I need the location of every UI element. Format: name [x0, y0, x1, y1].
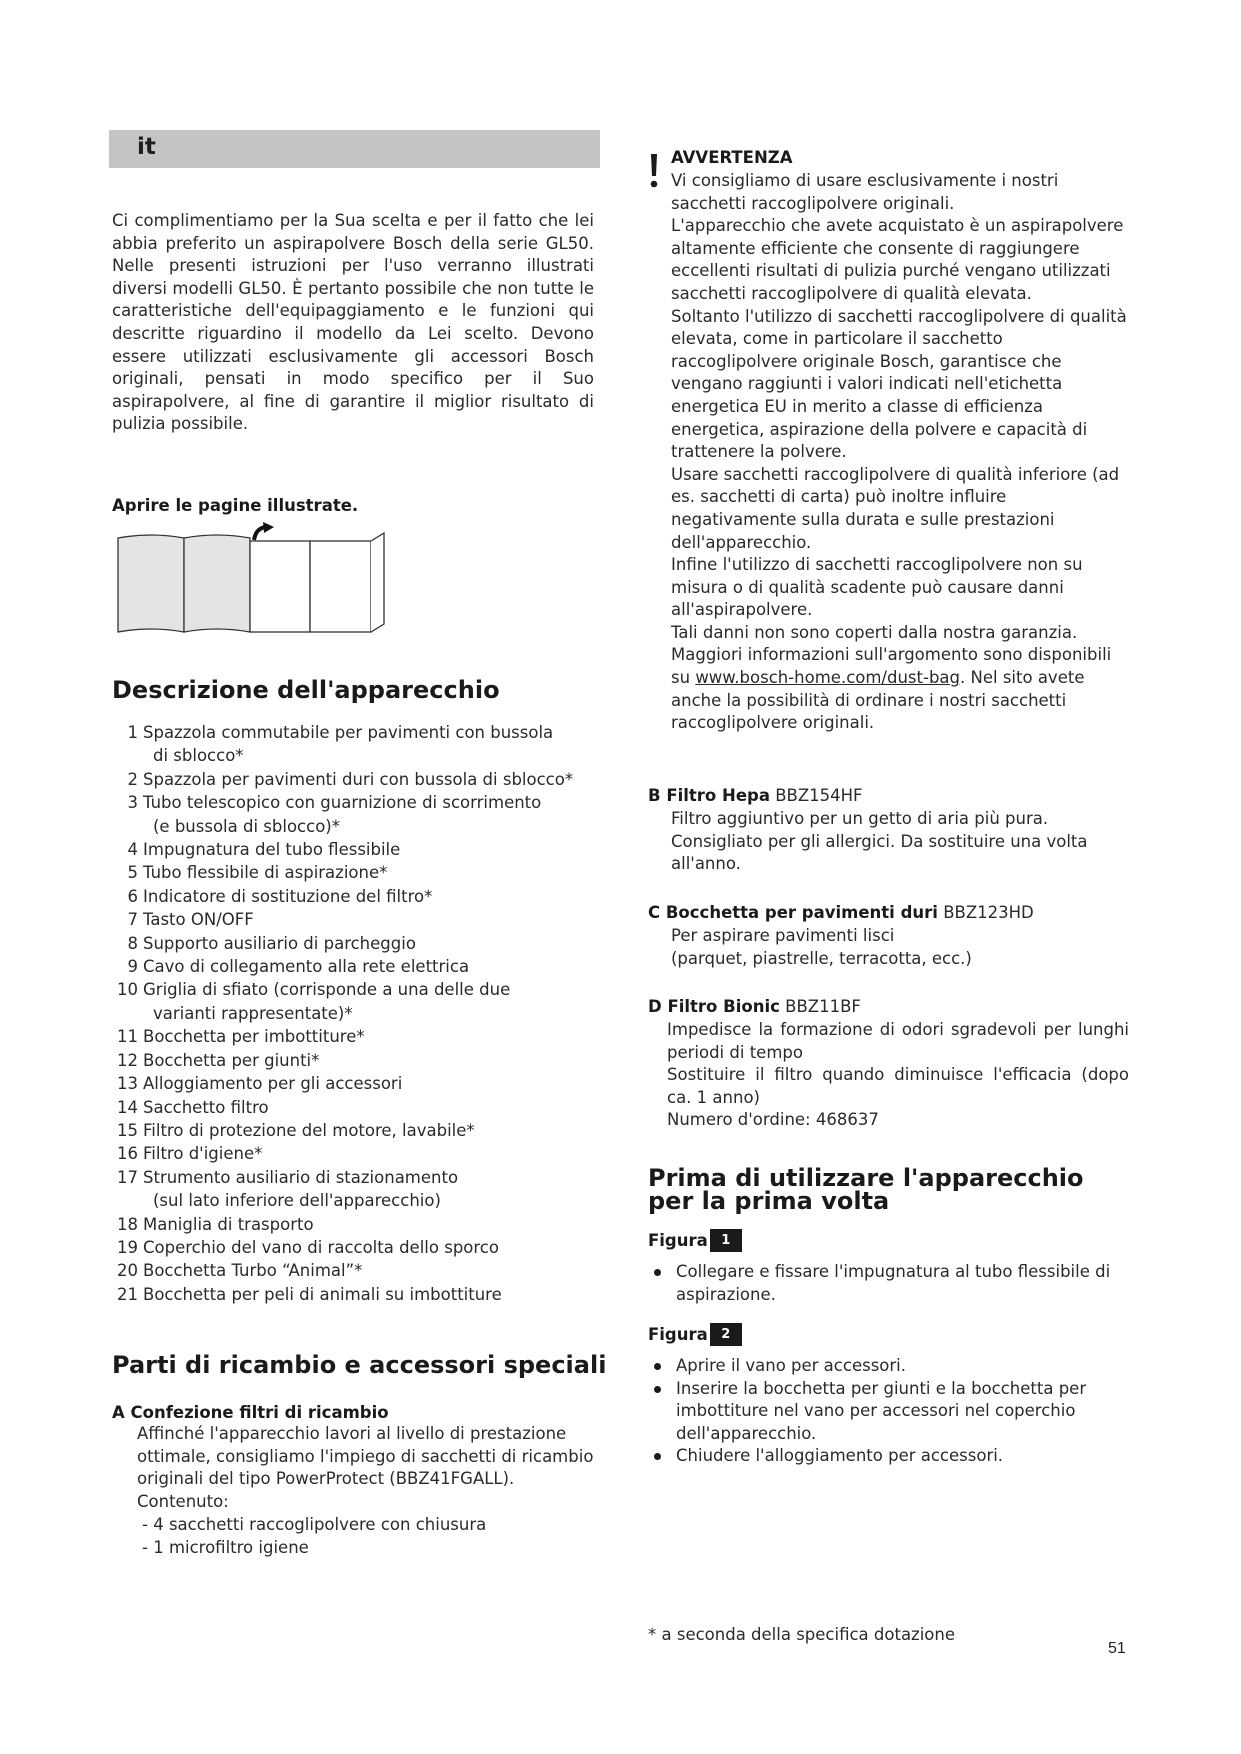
list-item: 7 Tasto ON/OFF — [127, 910, 254, 930]
warning-paragraph: Vi consigliamo di usare esclusivamente i nostri sacchetti raccoglipolvere originali. — [671, 171, 1059, 213]
list-item: 6 Indicatore di sostituzione del filtro* — [127, 886, 433, 906]
section-title-first-use: Prima di utilizzare l'apparecchio per la prima volta — [648, 1164, 1084, 1215]
language-header-bar — [109, 130, 600, 168]
warning-paragraph: Tali danni non sono coperti dalla nostra garanzia. — [671, 622, 1078, 642]
list-item: 11 Bocchetta per imbottiture* — [117, 1027, 365, 1047]
list-item: 20 Bocchetta Turbo “Animal”* — [117, 1261, 363, 1281]
spare-part-d-body: Impedisce la formazione di odori sgradevoli per lunghi periodi di tempo Sostituire il filtro quando diminuisce l'efficacia (dopo ca. 1 anno) Numero d'ordine: 468637 — [667, 1020, 1129, 1130]
figure-number-badge: 1 — [710, 1229, 742, 1252]
list-item: 2 Spazzola per pavimenti duri con bussola di sblocco* — [127, 769, 574, 789]
list-item: Chiudere l'alloggiamento per accessori. — [648, 1445, 1128, 1468]
list-item: 1 Spazzola commutabile per pavimenti con bussola di sblocco* — [127, 723, 554, 766]
spare-part-c-body: Per aspirare pavimenti lisci (parquet, piastrelle, terracotta, ecc.) — [671, 926, 972, 968]
part-code: BBZ154HF — [775, 786, 863, 805]
warning-body — [671, 170, 1131, 735]
warning-paragraph: Usare sacchetti raccoglipolvere di qualità inferiore (ad es. sacchetti di carta) può inoltre influire negativamente sulla durata e sulle prestazioni dell'apparecchio. — [671, 464, 1120, 552]
list-item: 17 Strumento ausiliario di stazionamento (sul lato inferiore dell'apparecchio) — [117, 1167, 459, 1211]
figure-2-heading: Figura 2 — [648, 1323, 742, 1346]
warning-exclamation-icon — [648, 150, 660, 194]
intro-paragraph: Ci complimentiamo per la Sua scelta e per il fatto che lei abbia preferito un aspirapolvere Bosch della serie GL50. Nelle presenti istruzioni per l'uso verranno illustrati diversi modelli GL50. È pertanto possibile che non tutte le caratteristiche dell'equipaggiamento e le funzioni qui descritte riguardino il modello da Lei scelto. Devono essere utilizzati esclusivamente gli accessori Bosch originali, pensati in modo specifico per il Suo aspirapolvere, al fine di garantire il miglior risultato di pulizia possibile. — [112, 211, 594, 434]
spare-part-b-body: Filtro aggiuntivo per un getto di aria più pura. Consigliato per gli allergici. Da sostituire una volta all'anno. — [671, 809, 1088, 874]
bullet-icon — [654, 1453, 661, 1460]
open-pages-instruction: Aprire le pagine illustrate. — [112, 496, 359, 515]
list-item: - 1 microfiltro igiene — [142, 1537, 309, 1557]
list-item: 18 Maniglia di trasporto — [117, 1214, 314, 1234]
list-item: 21 Bocchetta per peli di animali su imbottiture — [117, 1284, 502, 1304]
bullet-icon — [654, 1363, 661, 1370]
list-item: 16 Filtro d'igiene* — [117, 1144, 263, 1164]
list-item: 19 Coperchio del vano di raccolta dello sporco — [117, 1237, 499, 1257]
spare-part-c-heading: C Bocchetta per pavimenti duri BBZ123HD — [648, 903, 1034, 922]
list-item: Collegare e fissare l'impugnatura al tubo flessibile di aspirazione. — [648, 1261, 1128, 1306]
contents-label: Contenuto: — [137, 1491, 229, 1511]
spare-part-a-heading: A Confezione filtri di ricambio — [112, 1403, 389, 1422]
list-item: 3 Tubo telescopico con guarnizione di scorrimento (e bussola di sblocco)* — [127, 793, 542, 836]
list-item: 14 Sacchetto filtro — [117, 1097, 269, 1117]
page-number: 51 — [1108, 1640, 1126, 1657]
list-item: 9 Cavo di collegamento alla rete elettrica — [127, 957, 470, 977]
bullet-icon — [654, 1269, 661, 1276]
list-item: - 4 sacchetti raccoglipolvere con chiusura — [142, 1515, 487, 1534]
spare-part-a-contents — [142, 1514, 486, 1559]
list-item: 8 Supporto ausiliario di parcheggio — [127, 933, 416, 953]
bullet-icon — [654, 1386, 661, 1393]
part-code: BBZ123HD — [943, 903, 1034, 922]
spare-part-d-heading: D Filtro Bionic BBZ11BF — [648, 997, 861, 1016]
figure-2-steps — [648, 1355, 1128, 1468]
fold-out-pages-illustration — [116, 520, 396, 635]
spare-part-b-heading: B Filtro Hepa BBZ154HF — [648, 786, 863, 805]
list-item: 15 Filtro di protezione del motore, lavabile* — [117, 1120, 475, 1140]
figure-number-badge: 2 — [710, 1323, 742, 1346]
list-item: 12 Bocchetta per giunti* — [117, 1050, 320, 1070]
figure-1-heading: Figura 1 — [648, 1229, 742, 1252]
warning-paragraph: L'apparecchio che avete acquistato è un aspirapolvere altamente efficiente che consente di raggiungere eccellenti risultati di pulizia purché vengano utilizzati sacchetti raccoglipolvere di qualità elevata. — [671, 216, 1124, 303]
device-parts-list — [112, 721, 602, 1306]
section-title-spare-parts: Parti di ricambio e accessori speciali — [112, 1351, 607, 1379]
section-title-description: Descrizione dell'apparecchio — [112, 676, 500, 704]
list-item: Aprire il vano per accessori. — [648, 1355, 1128, 1378]
list-item: 10 Griglia di sfiato (corrisponde a una delle due varianti rappresentate)* — [117, 980, 511, 1023]
warning-paragraph: Infine l'utilizzo di sacchetti raccoglipolvere non su misura o di qualità scadente può causare danni all'aspirapolvere. — [671, 555, 1083, 620]
spare-part-a-body: Affinché l'apparecchio lavori al livello di prestazione ottimale, consigliamo l'impiego di sacchetti di ricambio originali del tipo PowerProtect (BBZ41FGALL). Contenuto: — [137, 1424, 594, 1511]
list-item: 13 Alloggiamento per gli accessori — [117, 1074, 403, 1094]
list-item: 4 Impugnatura del tubo flessibile — [127, 840, 401, 860]
footnote: * a seconda della specifica dotazione — [648, 1625, 955, 1644]
list-item: Inserire la bocchetta per giunti e la bocchetta per imbottiture nel vano per accessori nel coperchio dell'apparecchio. — [648, 1378, 1128, 1446]
figure-1-steps — [648, 1261, 1128, 1306]
warning-title: AVVERTENZA — [671, 148, 793, 167]
language-tag: it — [137, 134, 156, 160]
dust-bag-link[interactable]: www.bosch-home.com/dust-bag — [695, 668, 961, 688]
part-code: BBZ11BF — [785, 997, 861, 1016]
warning-info-paragraph: Maggiori informazioni sull'argomento sono disponibili su www.bosch-home.com/dust-bag. Nel sito avete anche la possibilità di ordinare i nostri sacchetti raccoglipolvere originali. — [671, 645, 1112, 733]
warning-paragraph: Soltanto l'utilizzo di sacchetti raccoglipolvere di qualità elevata, come in particolare il sacchetto raccoglipolvere originale Bosch, garantisce che vengano raggiunti i valori indicati nell'etichetta energetica EU in merito a classe di efficienza energetica, aspirazione della polvere e capacità di trattenere la polvere. — [671, 306, 1127, 462]
list-item: 5 Tubo flessibile di aspirazione* — [127, 863, 388, 883]
